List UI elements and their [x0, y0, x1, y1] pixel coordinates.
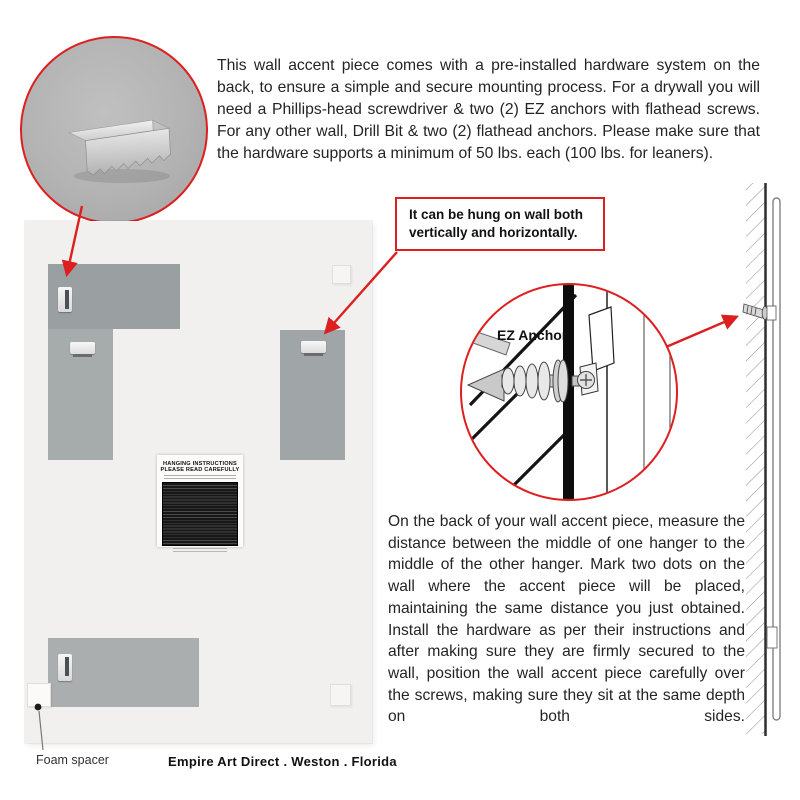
- label-subtext-line: [164, 475, 236, 476]
- ez-anchor-illustration: [462, 285, 676, 499]
- hanging-instructions-label: [157, 455, 243, 547]
- label-footer-line: [173, 551, 227, 552]
- orientation-callout-text: It can be hung on wall both vertically and horizontally.: [409, 207, 583, 240]
- label-footer-line: [173, 548, 227, 549]
- sawtooth-hanger-vertical-top: [58, 287, 72, 312]
- wall-side-view-illustration: [740, 180, 800, 740]
- wall-accent-back-panel: [25, 221, 372, 743]
- top-instructions-paragraph: This wall accent piece comes with a pre-installed hardware system on the back, to ensure a simple and secure mounting process. For a drywall you will need a Phillips-head screwdriver & two (2) EZ anchors with flathead screws. For any other wall, Drill Bit & two (2) flathead anchors. Please make sure that the hardware supports a minimum of 50 lbs. each (100 lbs. for leaners).: [217, 57, 760, 162]
- sawtooth-hanger-vertical-bottom: [58, 654, 72, 681]
- foam-spacer-bottom-right: [330, 684, 351, 706]
- arrow-to-wall-anchor: [666, 317, 736, 347]
- orientation-callout-box: [395, 197, 605, 251]
- hanging-instructions-title-line2: PLEASE READ CAREFULLY: [160, 467, 240, 474]
- sawtooth-hanger-horizontal-left: [70, 342, 95, 354]
- ez-anchor-label: EZ Anchor: [497, 327, 568, 343]
- foam-spacer-top-right: [332, 265, 351, 284]
- ez-anchor-inset: [460, 283, 678, 501]
- label-fine-print-block: [162, 482, 238, 546]
- label-subtext-line: [164, 478, 236, 479]
- sawtooth-hanger-icon: [22, 38, 206, 222]
- wall-side-view: [740, 180, 800, 740]
- brand-footer: Empire Art Direct . Weston . Florida: [168, 754, 397, 769]
- sawtooth-hanger-horizontal-right: [301, 341, 326, 353]
- foam-spacer-label: Foam spacer: [36, 753, 109, 767]
- hanging-instructions-title-line1: HANGING INSTRUCTIONS: [163, 461, 237, 467]
- bottom-instructions-paragraph: On the back of your wall accent piece, measure the distance between the middle of one hanger to the middle of the other hanger. Mark two dots on the wall where the accent piece will be placed, maintaining the same distance you just obtained. Install the hardware as per their instructions and after making sure they are firmly secured to the wall, position the wall accent piece carefully over the screws, making sure they sit at the same depth on both sides.: [388, 513, 745, 726]
- foam-spacer-bottom-left: [27, 683, 51, 707]
- hanger-photo-inset: [20, 36, 208, 224]
